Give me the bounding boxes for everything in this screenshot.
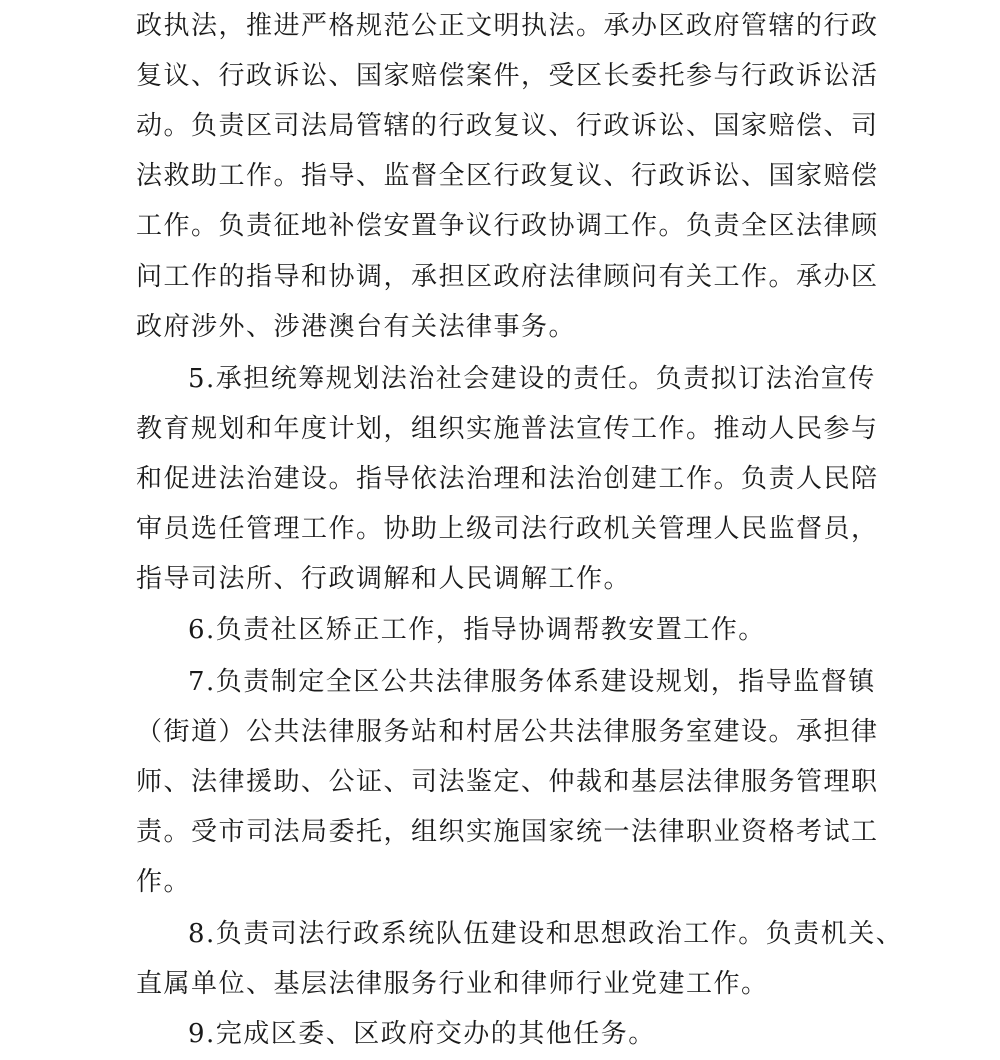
item-6-line: 6.负责社区矫正工作，指导协调帮教安置工作。: [188, 615, 766, 645]
text-line: 审员选任管理工作。协助上级司法行政机关管理人民监督员，: [136, 514, 879, 544]
item-5-heading-line: 5.承担统筹规划法治社会建设的责任。负责拟订法治宣传: [188, 364, 876, 394]
text-line: 政执法，推进严格规范公正文明执法。承办区政府管辖的行政: [136, 11, 879, 41]
text-line: 复议、行政诉讼、国家赔偿案件，受区长委托参与行政诉讼活: [136, 61, 879, 91]
text-line: 直属单位、基层法律服务行业和律师行业党建工作。: [136, 969, 769, 999]
text-line: 动。负责区司法局管辖的行政复议、行政诉讼、国家赔偿、司: [136, 111, 879, 141]
text-line: 工作。负责征地补偿安置争议行政协调工作。负责全区法律顾: [136, 211, 879, 241]
text-line: 教育规划和年度计划，组织实施普法宣传工作。推动人民参与: [136, 414, 879, 444]
text-line: 政府涉外、涉港澳台有关法律事务。: [136, 312, 577, 342]
item-9-line: 9.完成区委、区政府交办的其他任务。: [188, 1019, 656, 1049]
item-7-heading-line: 7.负责制定全区公共法律服务体系建设规划，指导监督镇: [188, 667, 876, 697]
text-line: 师、法律援助、公证、司法鉴定、仲裁和基层法律服务管理职: [136, 767, 879, 797]
text-line: 和促进法治建设。指导依法治理和法治创建工作。负责人民陪: [136, 464, 879, 494]
text-line: 指导司法所、行政调解和人民调解工作。: [136, 564, 632, 594]
text-line: 作。: [136, 867, 192, 897]
text-line: 问工作的指导和协调，承担区政府法律顾问有关工作。承办区: [136, 262, 879, 292]
text-line: 责。受市司法局委托，组织实施国家统一法律职业资格考试工: [136, 817, 879, 847]
item-8-heading-line: 8.负责司法行政系统队伍建设和思想政治工作。负责机关、: [188, 919, 904, 949]
text-line: 法救助工作。指导、监督全区行政复议、行政诉讼、国家赔偿: [136, 161, 879, 191]
text-line: （街道）公共法律服务站和村居公共法律服务室建设。承担律: [136, 717, 879, 747]
